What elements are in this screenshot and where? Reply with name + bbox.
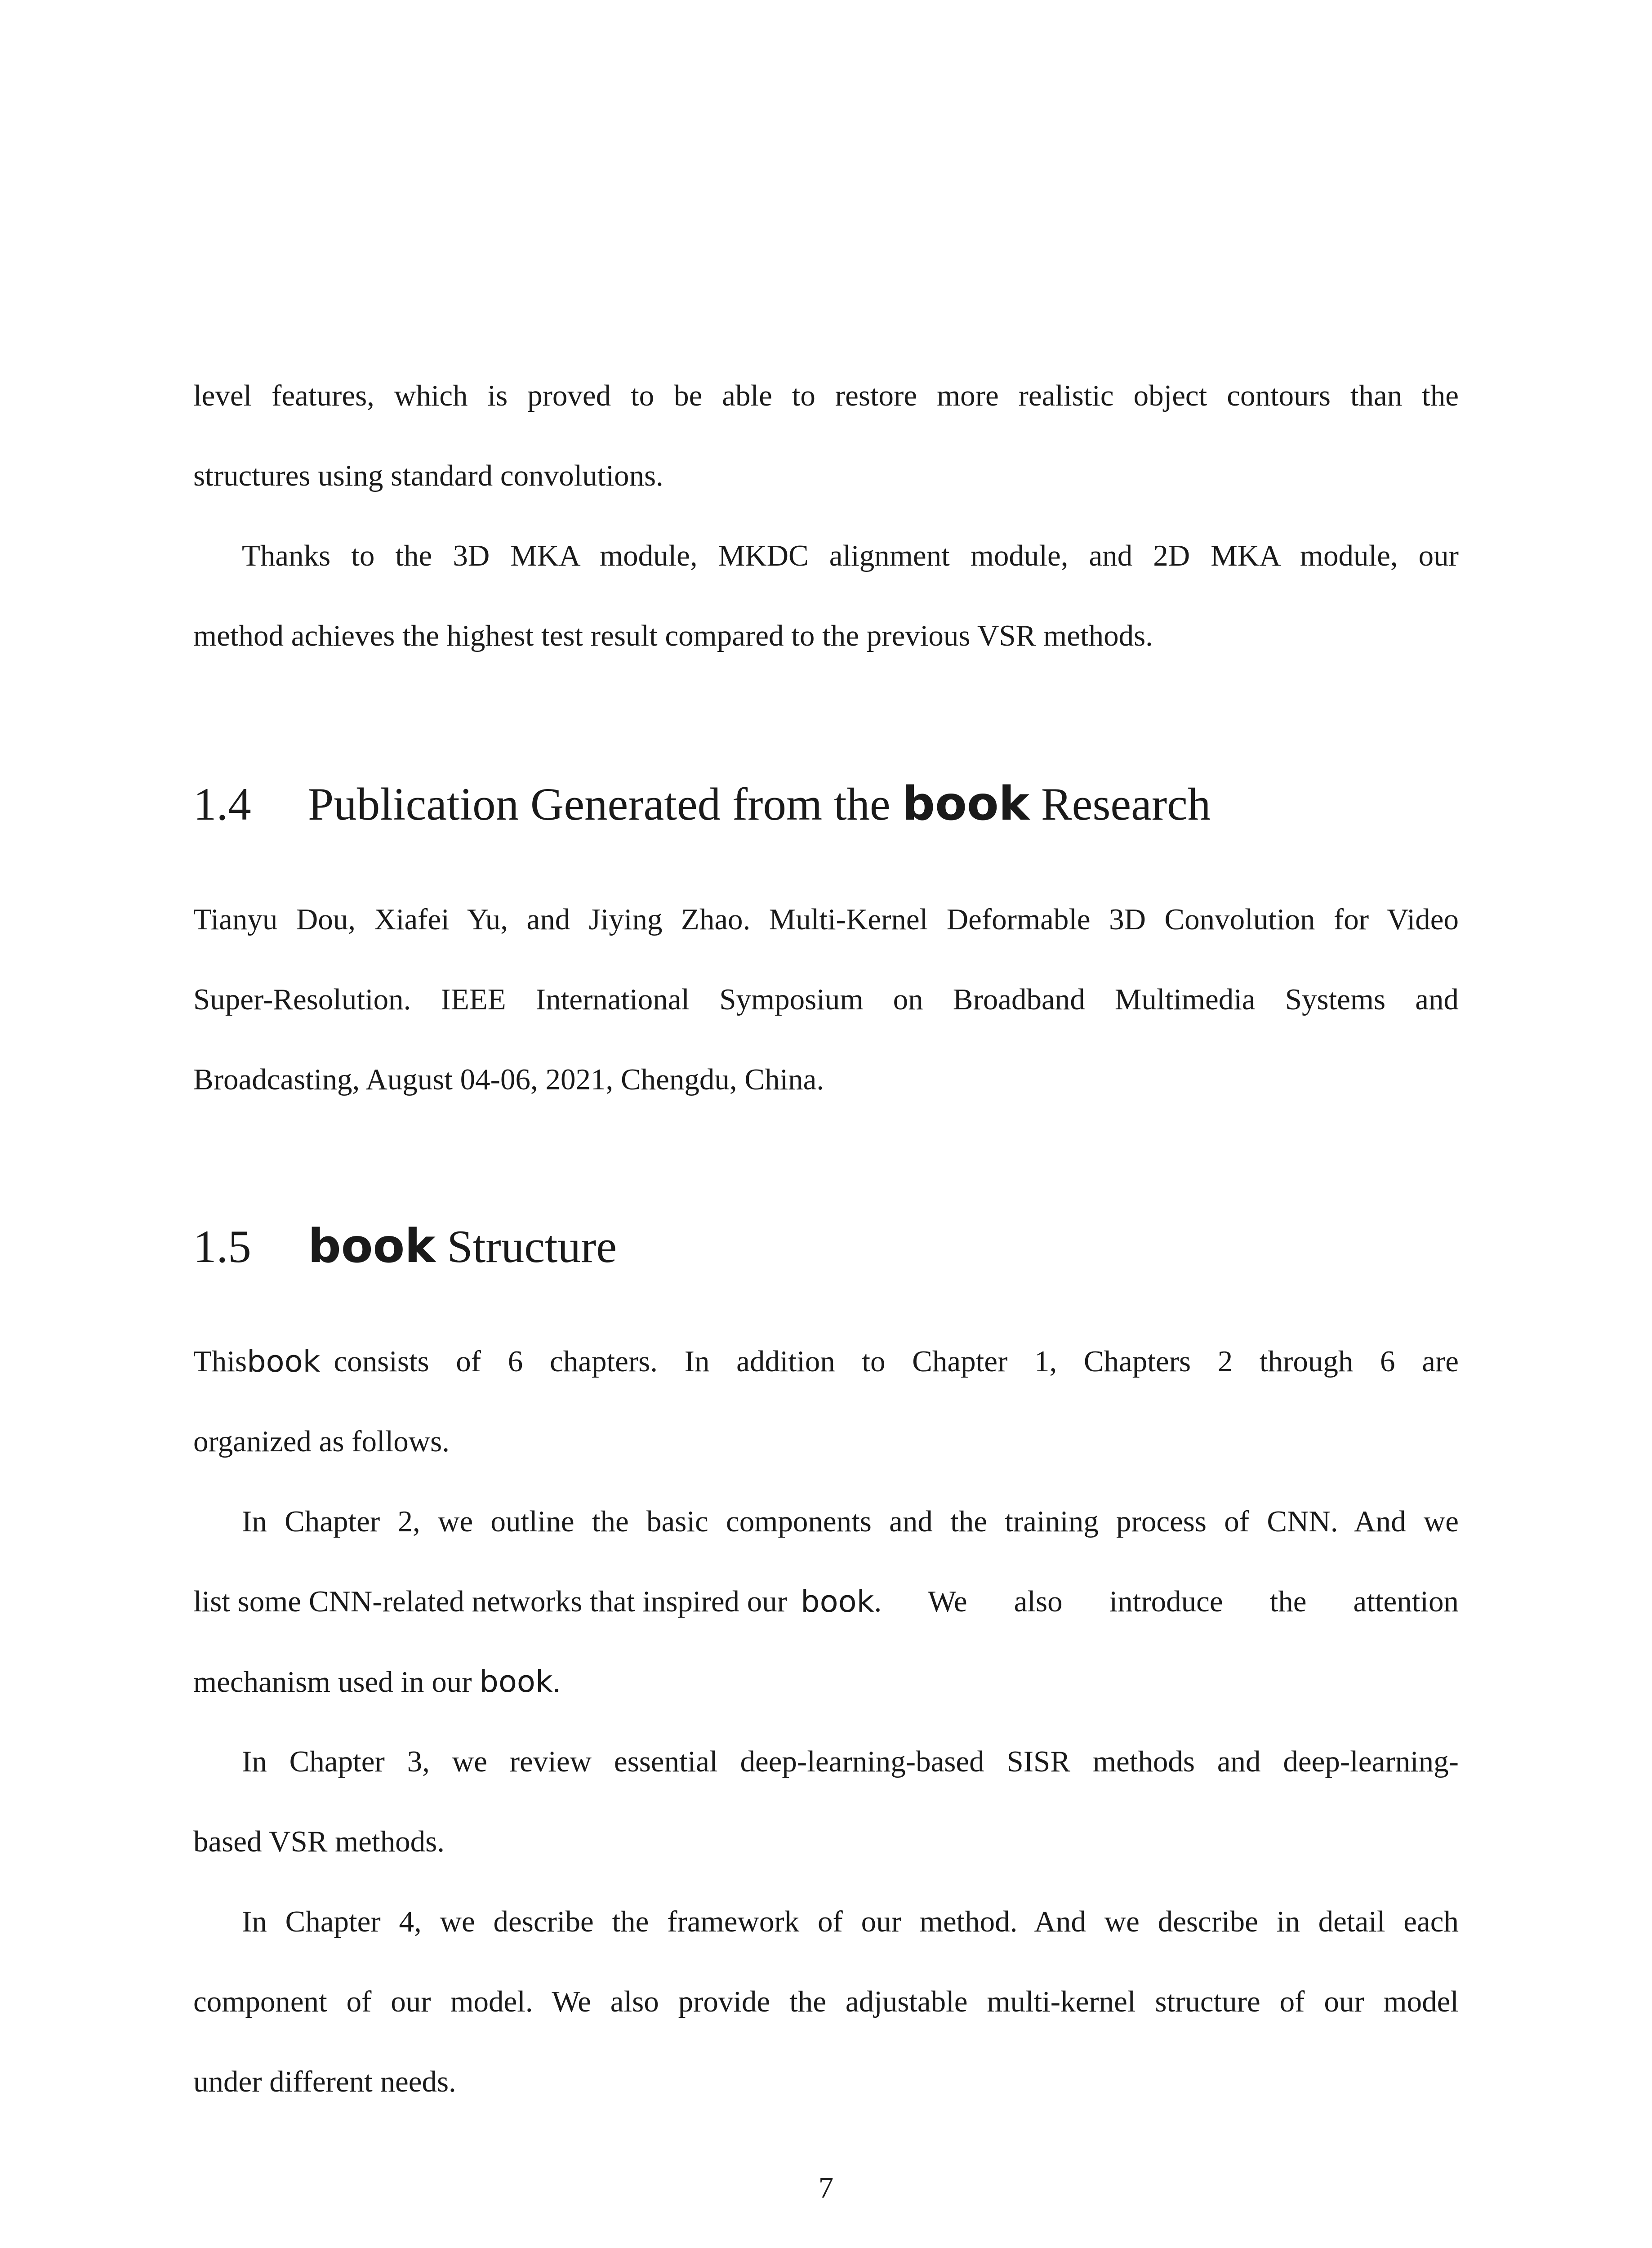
publication-line-3: Broadcasting, August 04-06, 2021, Chengdu, China. <box>193 1063 824 1096</box>
book-word: book <box>479 1664 553 1699</box>
heading-text: Publication Generated from the <box>308 779 891 830</box>
paragraph-1-line-2: structures using standard convolutions. <box>193 459 663 492</box>
structure-p4-line-2: component of our model. We also provide the adjustable multi-kernel structure of our model <box>193 1985 1459 2018</box>
book-word: book <box>247 1344 321 1379</box>
text: consists of 6 chapters. In addition to Chapter 1, Chapters 2 through 6 are <box>334 1345 1459 1378</box>
section-1-4-heading <box>193 777 1211 831</box>
heading-book-word: book <box>308 1219 436 1273</box>
structure-p1-line-2: organized as follows. <box>193 1425 450 1458</box>
structure-p3-line-2: based VSR methods. <box>193 1825 445 1858</box>
structure-p1-line-1 <box>193 1343 1459 1379</box>
text: mechanism used in our <box>193 1665 472 1699</box>
paragraph-2-line-1: Thanks to the 3D MKA module, MKDC alignment module, and 2D MKA module, our <box>242 539 1459 572</box>
structure-p3-line-1: In Chapter 3, we review essential deep-learning-based SISR methods and deep-learning- <box>242 1745 1459 1778</box>
page-number: 7 <box>818 2171 834 2204</box>
section-number: 1.5 <box>193 1221 251 1272</box>
paragraph-2-line-2: method achieves the highest test result compared to the previous VSR methods. <box>193 619 1153 652</box>
text: . <box>552 1665 561 1699</box>
heading-text: Structure <box>447 1221 617 1272</box>
paragraph-1-line-1: level features, which is proved to be able to restore more realistic object contours than the <box>193 379 1459 412</box>
section-1-5-heading <box>193 1219 617 1274</box>
publication-line-2: Super-Resolution. IEEE International Symposium on Broadband Multimedia Systems and <box>193 983 1459 1016</box>
text: . We also introduce the attention <box>874 1585 1459 1618</box>
text: list some CNN-related networks that inspired our <box>193 1585 788 1618</box>
structure-p4-line-3: under different needs. <box>193 2065 456 2098</box>
text: This <box>193 1345 247 1378</box>
structure-p2-line-1: In Chapter 2, we outline the basic components and the training process of CNN. And we <box>242 1505 1459 1538</box>
heading-text: Research <box>1041 779 1211 830</box>
structure-p2-line-3 <box>193 1664 560 1700</box>
structure-p2-line-2 <box>193 1583 1459 1619</box>
heading-book-word: book <box>902 777 1030 831</box>
structure-p4-line-1: In Chapter 4, we describe the framework of our method. And we describe in detail each <box>242 1905 1459 1938</box>
section-number: 1.4 <box>193 779 251 830</box>
publication-line-1: Tianyu Dou, Xiafei Yu, and Jiying Zhao. Multi-Kernel Deformable 3D Convolution for Video <box>193 903 1459 936</box>
book-word: book <box>801 1584 874 1619</box>
